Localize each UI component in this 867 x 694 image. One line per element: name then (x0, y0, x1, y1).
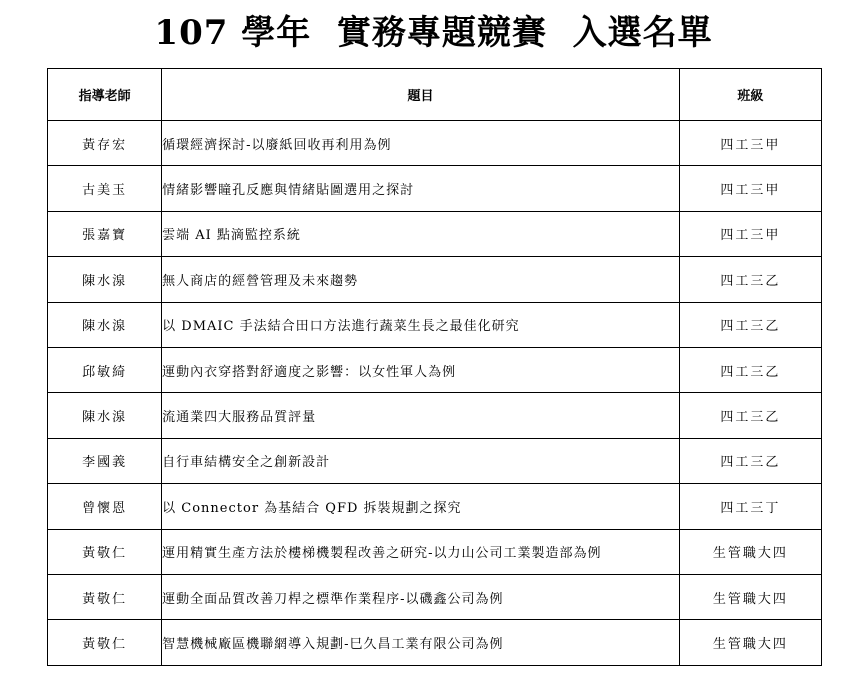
class-cell: 四工三丁 (679, 484, 821, 529)
teacher-cell: 黃敬仁 (48, 620, 162, 665)
table-row (48, 620, 822, 665)
header-teacher: 指導老師 (48, 69, 162, 121)
table-row (48, 393, 822, 438)
teacher-cell: 張嘉寶 (48, 211, 162, 256)
teacher-cell: 邱敏綺 (48, 347, 162, 392)
topic-cell: 運動內衣穿搭對舒適度之影響：以女性軍人為例 (162, 347, 680, 392)
teacher-cell: 陳水湶 (48, 393, 162, 438)
teacher-cell: 陳水湶 (48, 302, 162, 347)
topic-cell: 智慧機械廠區機聯網導入規劃-巳久昌工業有限公司為例 (162, 620, 680, 665)
class-cell: 生管職大四 (679, 529, 821, 574)
class-cell: 四工三乙 (679, 393, 821, 438)
class-cell: 四工三甲 (679, 121, 821, 166)
teacher-cell: 李國義 (48, 438, 162, 483)
topic-cell: 運用精實生產方法於樓梯機製程改善之研究-以力山公司工業製造部為例 (162, 529, 680, 574)
topic-cell: 無人商店的經營管理及未來趨勢 (162, 257, 680, 302)
table-row (48, 257, 822, 302)
teacher-cell: 黃敬仁 (48, 574, 162, 619)
topic-cell: 以 Connector 為基結合 QFD 拆裝規劃之探究 (162, 484, 680, 529)
class-cell: 四工三甲 (679, 211, 821, 256)
table-row (48, 302, 822, 347)
class-cell: 生管職大四 (679, 574, 821, 619)
topic-cell: 自行車結構安全之創新設計 (162, 438, 680, 483)
table-row (48, 211, 822, 256)
header-topic: 題目 (162, 69, 680, 121)
table-row (48, 438, 822, 483)
topic-cell: 情緒影響瞳孔反應與情緒貼圖選用之探討 (162, 166, 680, 211)
page-title: 107 學年 實務專題競賽 入選名單 (154, 13, 713, 53)
topic-cell: 以 DMAIC 手法結合田口方法進行蔬菜生長之最佳化研究 (162, 302, 680, 347)
class-cell: 四工三甲 (679, 166, 821, 211)
class-cell: 四工三乙 (679, 257, 821, 302)
class-cell: 生管職大四 (679, 620, 821, 665)
teacher-cell: 黃敬仁 (48, 529, 162, 574)
topic-cell: 雲端 AI 點滴監控系統 (162, 211, 680, 256)
class-cell: 四工三乙 (679, 438, 821, 483)
header-class: 班級 (679, 69, 821, 121)
table-row (48, 121, 822, 166)
teacher-cell: 黃存宏 (48, 121, 162, 166)
class-cell: 四工三乙 (679, 302, 821, 347)
selection-table (47, 68, 822, 666)
topic-cell: 運動全面品質改善刀桿之標準作業程序-以磯鑫公司為例 (162, 574, 680, 619)
class-cell: 四工三乙 (679, 347, 821, 392)
table-row (48, 574, 822, 619)
teacher-cell: 古美玉 (48, 166, 162, 211)
topic-cell: 循環經濟探討-以廢紙回收再利用為例 (162, 121, 680, 166)
topic-cell: 流通業四大服務品質評量 (162, 393, 680, 438)
teacher-cell: 曾懷恩 (48, 484, 162, 529)
teacher-cell: 陳水湶 (48, 257, 162, 302)
table-header-row (48, 69, 822, 121)
table-row (48, 166, 822, 211)
table-row (48, 484, 822, 529)
table-row (48, 529, 822, 574)
table-row (48, 347, 822, 392)
